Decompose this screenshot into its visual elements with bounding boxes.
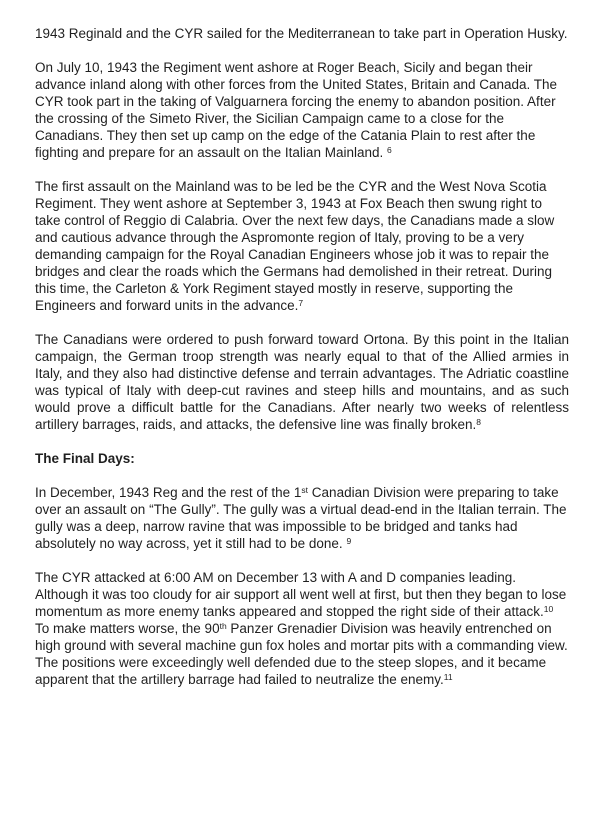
footnote-reference: 6 [386, 145, 392, 155]
paragraph [35, 569, 569, 688]
text-run: The Canadians were ordered to push forward toward Ortona. By this point in the Italian campaign, the German troop strength was nearly equal to that of the Allied armies in Italy, and they also had distinctive defense and terrain advantages. The Adriatic coastline was typical of Italy with deep-cut ravines and steep hills and mountains, and as such would prove a difficult battle for the Canadians. After nearly two weeks of relentless artillery barrages, raids, and attacks, the defensive line was finally broken. [35, 332, 569, 432]
footnote-reference: 8 [476, 417, 481, 427]
paragraph [35, 331, 569, 433]
section-heading [35, 450, 569, 467]
text-run: The first assault on the Mainland was to be led be the CYR and the West Nova Scotia Regiment. They went ashore at September 3, 1943 at Fox Beach then swung right to take control of Reggio di Calabria. Over the next few days, the Canadians made a slow and cautious advance through the Aspromonte region of Italy, proving to be a very demanding campaign for the Royal Canadian Engineers whose job it was to repair the bridges and clear the roads which the Germans had demolished in their retreat. During this time, the Carleton & York Regiment stayed mostly in reserve, supporting the Engineers and forward units in the advance. [35, 179, 555, 313]
paragraph [35, 25, 569, 42]
footnote-reference: 9 [346, 536, 352, 546]
paragraph [35, 484, 569, 552]
footnote-reference: 7 [298, 298, 304, 308]
paragraph [35, 59, 569, 161]
footnote-reference: 10 [543, 604, 554, 614]
text-run: The CYR attacked at 6:00 AM on December 13 with A and D companies leading. Although it was too cloudy for air support all went well at first, but then they began to lose momentum as more enemy tanks appeared and stopped the right side of their attack. [35, 570, 567, 619]
footnote-reference: st [301, 485, 309, 495]
paragraph [35, 178, 569, 314]
text-run: 1943 Reginald and the CYR sailed for the Mediterranean to take part in Operation Husky. [35, 26, 568, 41]
text-run: Panzer Grenadier Division was heavily entrenched on high ground with several machine gun fox holes and mortar pits with a commanding view. The positions were exceedingly well defended due to the steep slopes, and it became apparent that the artillery barrage had failed to neutralize the enemy. [35, 621, 568, 687]
text-run: On July 10, 1943 the Regiment went ashore at Roger Beach, Sicily and began their advance inland along with other forces from the United States, Britain and Canada. The CYR took part in the taking of Valguarnera forcing the enemy to abandon position. After the crossing of the Simeto River, the Sicilian Campaign came to a close for the Canadians. They then set up camp on the edge of the Catania Plain to rest after the fighting and prepare for an assault on the Italian Mainland. [35, 60, 558, 160]
text-run: Canadian Division were preparing to take over an assault on “The Gully”. The gully was a virtual dead-end in the Italian terrain. The gully was a deep, narrow ravine that was impossible to be bridged and tanks had absolutely no way across, yet it still had to be done. [35, 485, 567, 551]
footnote-reference: 11 [443, 672, 453, 682]
document-body [35, 25, 569, 688]
text-run: In December, 1943 Reg and the rest of the 1 [35, 485, 302, 500]
footnote-reference: th [219, 621, 227, 631]
text-run: To make matters worse, the 90 [35, 621, 220, 636]
text-run: The Final Days: [35, 451, 135, 466]
